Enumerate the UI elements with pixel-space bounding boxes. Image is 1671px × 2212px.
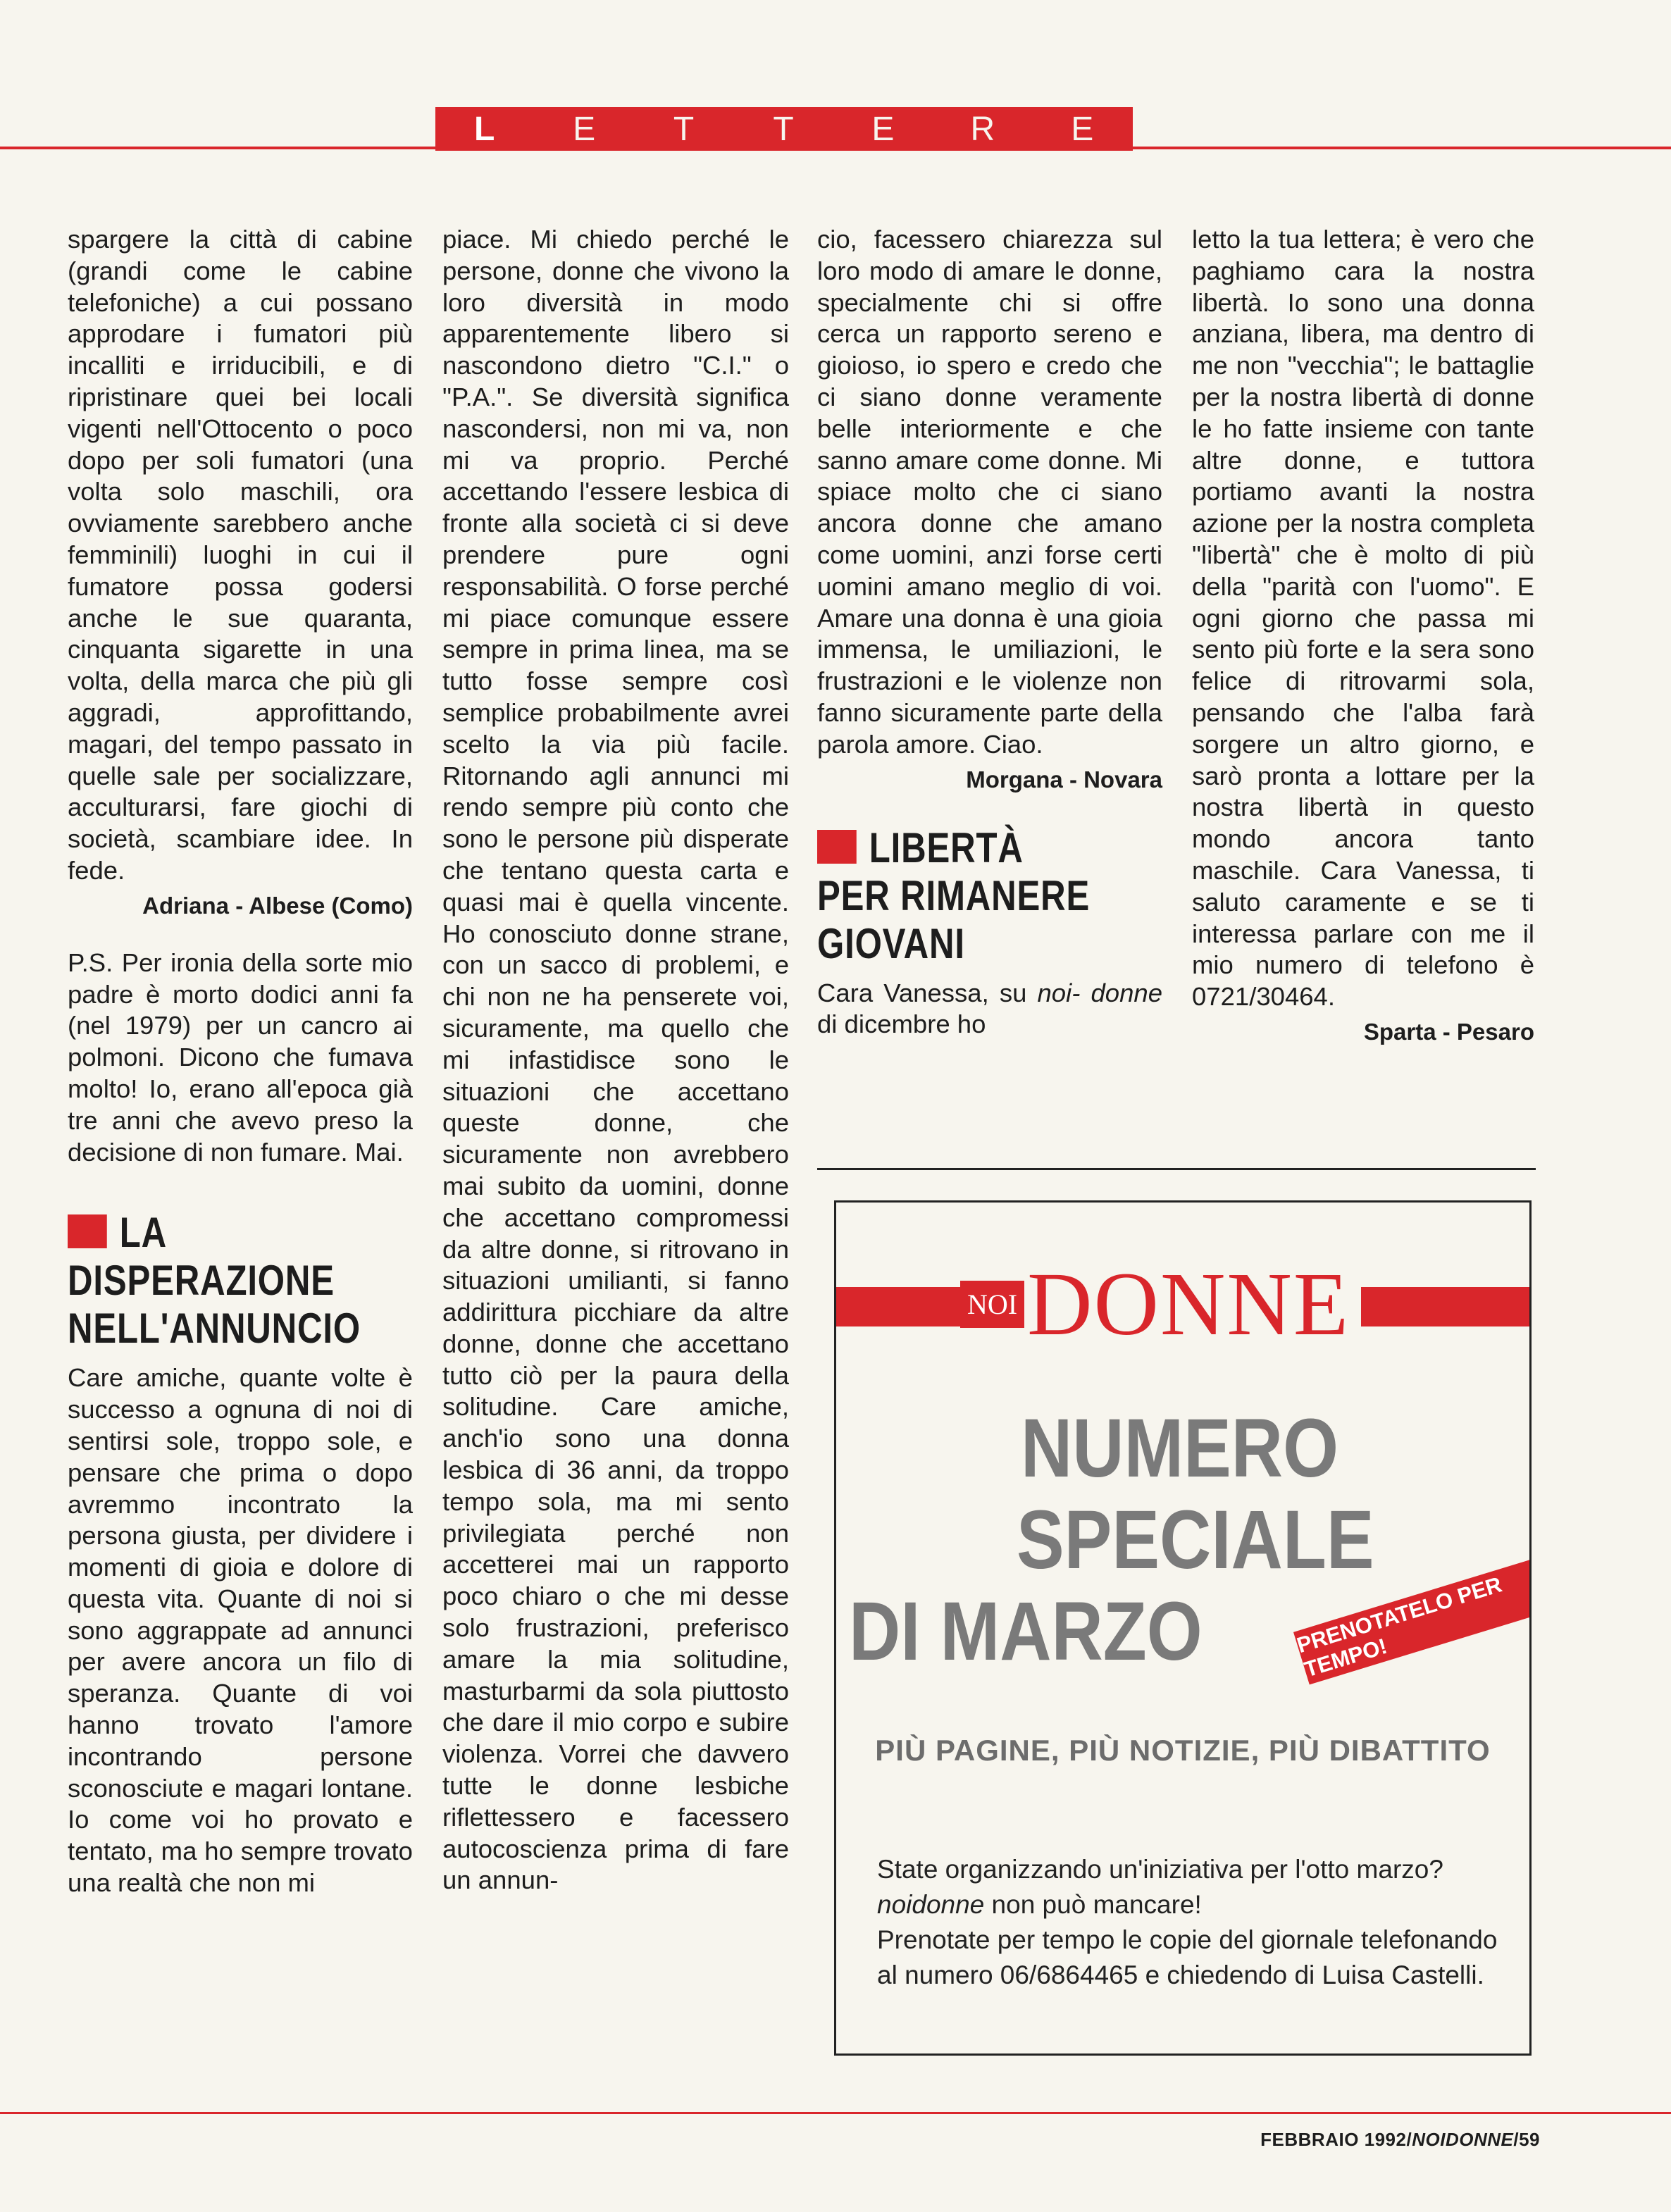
letter-disperazione-continued: piace. Mi chiedo perché le persone, donne che vivono la loro diversità in modo apparentemente libero si nascondono dietro "C.I." o "P.A.". Se diversità significa nascondersi, non mi va, non mi va proprio. Perché accettando l'essere lesbica di fronte alla società ci si deve prendere pure ogni responsabilità. O forse perché mi piace comunque essere sempre in prima linea, ma se tutto fosse sempre così semplice probabilmente avrei scelto la via più facile. Ritornando agli annunci mi rendo sempre più conto che sono le persone più disperate che tentano questa carta e quasi mai è quella vincente. Ho conosciuto donne strane, con un sacco di problemi, e chi non ne ha penserete voi, sicuramente, ma quello che mi infastidisce sono le situazioni che accettano queste donne, che sicuramente non avrebbero mai subito da uomini, donne che accettano compromessi da altre donne, si ritrovano in situazioni umilianti, si fanno addirittura picchiare da altre donne, donne che accettano tutto ciò per la paura della solitudine. Care amiche, anch'io sono una donna lesbica di 36 anni, da troppo tempo sola, ma mi sento privilegiata perché non accetterei mai un rapporto poco chiaro o che mi desse solo frustrazioni, preferisco amare la mia solitudine, masturbarmi da sola piuttosto che dare il mio corpo e subire violenza. Vorrei che davvero tutte le donne lesbiche riflettessero e facessero autocoscienza prima di fare un annun- [442,225,789,1895]
column-4 [1192,224,1534,1048]
section-letter: E [1071,110,1095,148]
signature-morgana: Morgana - Novara [966,766,1162,793]
headline-line: DISPERAZIONE [68,1257,335,1305]
ad-headline-line: DI MARZO [849,1585,1203,1678]
red-square-marker [68,1214,107,1248]
page-footer: FEBBRAIO 1992/NOIDONNE/59 [1260,2129,1540,2150]
noidonne-logo [960,1248,1361,1360]
section-letter: T [673,110,696,148]
section-header-lettere [435,107,1133,151]
ad-subtitle: PIÙ PAGINE, PIÙ NOTIZIE, PIÙ DIBATTITO [875,1734,1491,1767]
letter-adriana-postscript: P.S. Per ironia della sorte mio padre è morto dodici anni fa (nel 1979) per un cancro ai polmoni. Dicono che fumava molto! Io, erano all'epoca già tre anni che avevo preso la decisione di non fumare. Mai. [68,947,413,1167]
headline-liberta [817,824,1162,968]
page-number: 59 [1519,2129,1540,2150]
section-letter: T [773,110,795,148]
column-2 [442,224,789,1896]
ad-numero-speciale [834,1200,1532,2056]
section-letter: E [871,110,896,148]
letter-liberta-opening: Cara Vanessa, su noi- donne di dicembre ho [817,978,1162,1039]
headline-line: GIOVANI [817,919,965,967]
headline-line: PER RIMANERE [817,871,1091,919]
ad-body-line: State organizzando un'iniziativa per l'otto marzo? [877,1855,1443,1884]
logo-noi: NOI [960,1281,1024,1328]
headline-line: NELL'ANNUNCIO [68,1305,361,1353]
letter-disperazione-end: cio, facessero chiarezza sul loro modo di amare le donne, specialmente chi si offre cerca un rapporto sereno e gioioso, io spero e credo che ci siano donne veramente belle interiormente e che sanno amare come donne. Mi spiace molto che ci siano ancora donne che amano come uomini, anzi forse certi uomini amano meglio di voi. Amare una donna è una gioia immensa, le umiliazioni, le frustrazioni e le violenze non fanno sicuramente parte della parola amore. Ciao. [817,225,1162,759]
section-letter: E [573,110,597,148]
signature-adriana: Adriana - Albese (Como) [142,892,413,919]
logo-donne: DONNE [1027,1254,1350,1354]
letter-disperazione-body: Care amiche, quante volte è successo a ognuna di noi di sentirsi sole, troppo sole, e pensare che prima o dopo avremmo incontrato la persona giusta, per dividere i momenti di gioia e dolore di questa vita. Quante di noi si sono aggrappate ad annunci per avere ancora un filo di speranza. Quante di voi hanno trovato l'amore incontrando persone sconosciute e magari lontane. Io come voi ho provato e tentato, ma ho sempre trovato una realtà che non mi [68,1363,413,1898]
headline-line: LA [119,1209,168,1257]
headline-line: LIBERTÀ [869,824,1024,871]
letter-adriana-body: spargere la città di cabine (grandi come le cabine telefoniche) a cui possano approdare i fumatori più incalliti e irriducibili, e di ripristinare quei bei locali vigenti nell'Ottocento o poco dopo per soli fumatori (una volta solo maschili, ora ovviamente sarebbero anche femminili) luoghi in cui il fumatore possa godersi anche le sue quaranta, cinquanta sigarette in una volta, della marca che più gli aggradi, approfittando, magari, del tempo passato in quelle sale per socializzare, acculturarsi, fare giochi di società, scambiare idee. In fede. [68,225,413,885]
prenotatelo-stamp: PRENOTATELO PER TEMPO! [1293,1553,1532,1685]
column-1 [68,224,413,1899]
bottom-red-rule [0,2112,1671,2114]
column-3 [817,224,1162,1040]
ad-body-text [877,1852,1511,1993]
ad-divider-line [817,1168,1536,1170]
headline-disperazione [68,1209,413,1353]
ad-headline-line: NUMERO [1021,1402,1339,1495]
ad-headline-line: SPECIALE [1017,1493,1374,1586]
ad-body-line: noidonne non può mancare! [877,1890,1202,1919]
signature-sparta: Sparta - Pesaro [1363,1018,1534,1045]
red-square-marker [817,830,857,864]
section-letter: R [970,110,997,148]
section-letter: L [474,110,497,148]
letter-liberta-body: letto la tua lettera; è vero che paghiamo cara la nostra libertà. Io sono una donna anziana, libera, ma dentro di me non "vecchia"; le battaglie per la nostra libertà di donne le ho fatte insieme con tante altre donne, e tuttora portiamo avanti la nostra azione per la nostra completa "libertà" che è molto di più della "parità con l'uomo". E ogni giorno che passa mi sento più forte e la sera sono felice di ritrovarmi sola, pensando che l'alba farà sorgere un altro giorno, e sarò pronta a lottare per la nostra libertà in questo mondo ancora tanto maschile. Cara Vanessa, ti saluto caramente e se ti interessa parlare con me il mio numero di telefono è 0721/30464. [1192,225,1534,1012]
ad-body-line: Prenotate per tempo le copie del giornale telefonando al numero 06/6864465 e chiedendo di Luisa Castelli. [877,1925,1498,1989]
